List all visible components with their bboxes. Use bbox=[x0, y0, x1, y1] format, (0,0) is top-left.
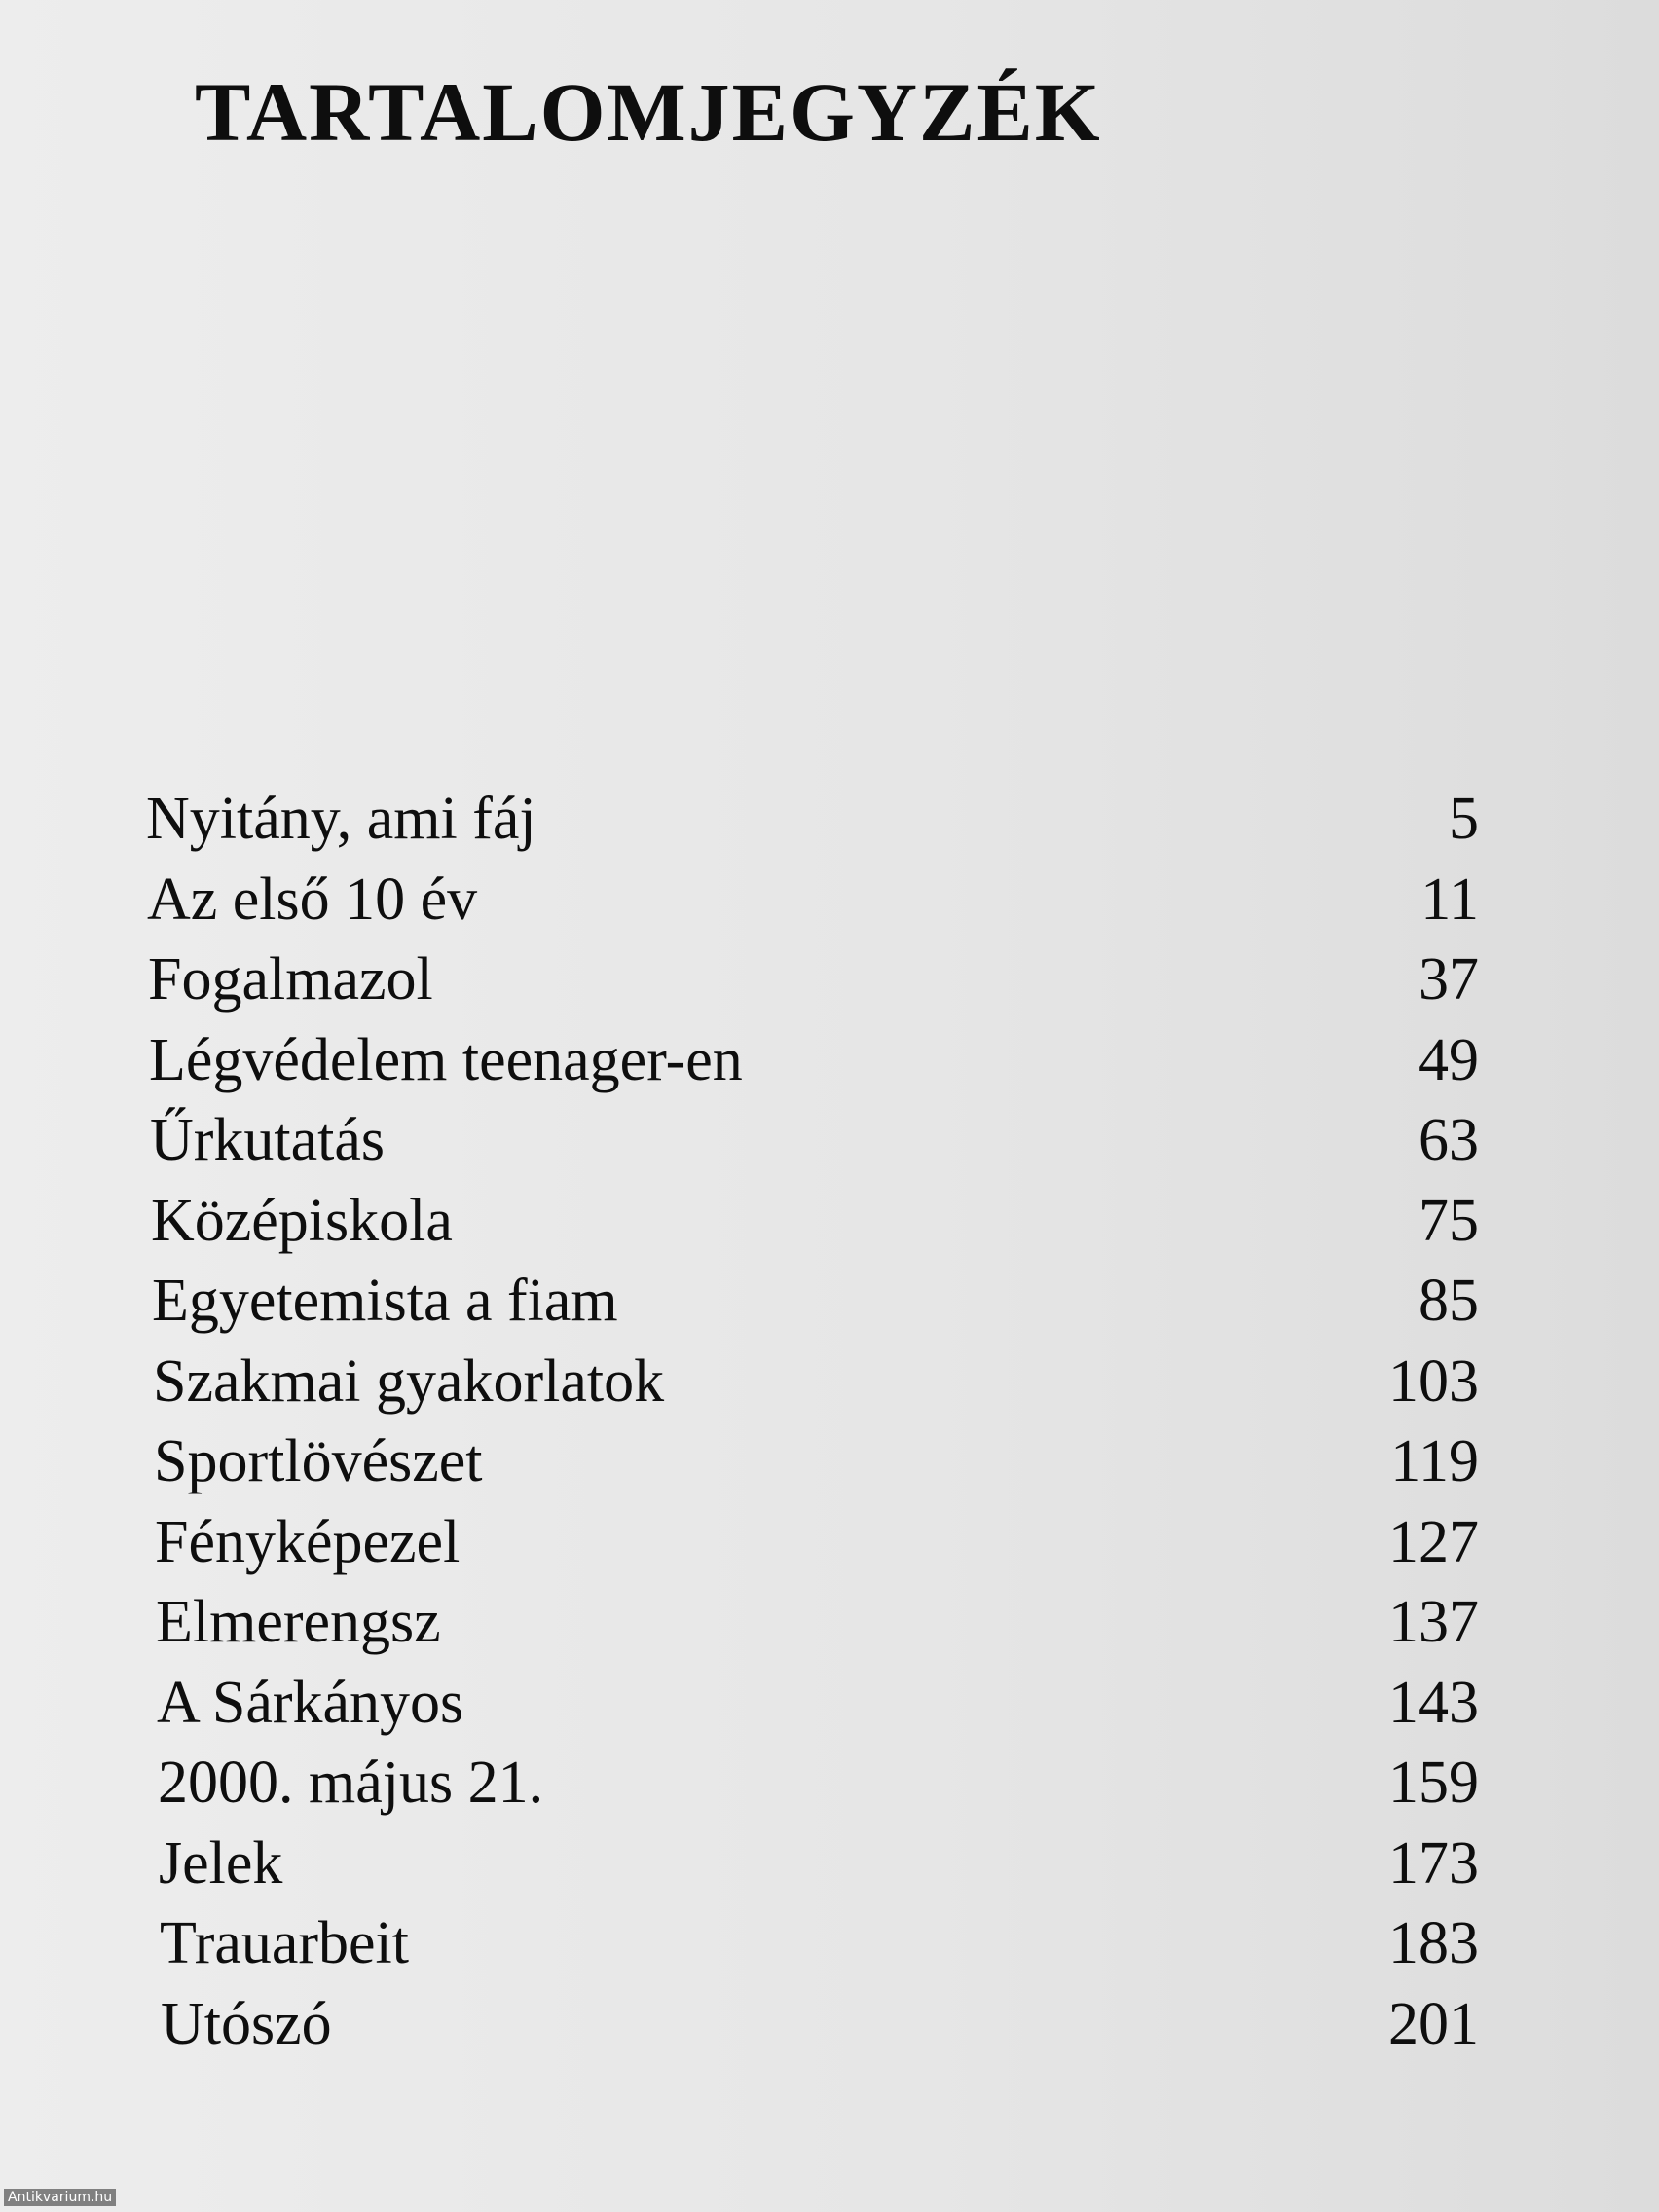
toc-entry-page: 119 bbox=[1390, 1428, 1479, 1494]
toc-entry bbox=[0, 1663, 1659, 1744]
toc-entry-page: 137 bbox=[1388, 1589, 1479, 1655]
toc-entry-title: Fényképezel bbox=[155, 1508, 461, 1575]
toc-entry-page: 173 bbox=[1388, 1829, 1479, 1897]
toc-entry bbox=[0, 940, 1659, 1020]
toc-entry bbox=[0, 1261, 1659, 1342]
toc-entry-title: Középiskola bbox=[151, 1187, 453, 1254]
toc-entry-page: 11 bbox=[1420, 866, 1479, 933]
toc-entry-title: Űrkutatás bbox=[150, 1107, 386, 1173]
toc-entry-page: 85 bbox=[1419, 1268, 1479, 1334]
toc-entry bbox=[0, 1502, 1659, 1583]
toc-entry bbox=[0, 1020, 1659, 1101]
toc-entry bbox=[0, 1903, 1659, 1984]
toc-entry-title: Egyetemista a fiam bbox=[152, 1268, 618, 1334]
toc-entry bbox=[0, 1342, 1659, 1422]
page-title: TARTALOMJEGYZÉK bbox=[195, 65, 1102, 159]
toc-entry-page: 63 bbox=[1419, 1107, 1479, 1173]
toc-entry bbox=[0, 1421, 1659, 1502]
toc-entry-title: A Sárkányos bbox=[157, 1669, 464, 1736]
table-of-contents bbox=[0, 779, 1659, 2064]
toc-entry-title: Utószó bbox=[161, 1990, 332, 2057]
toc-entry-title: 2000. május 21. bbox=[158, 1750, 544, 1816]
toc-entry bbox=[0, 779, 1659, 860]
toc-entry bbox=[0, 1824, 1659, 1904]
toc-entry bbox=[0, 1984, 1659, 2065]
toc-entry bbox=[0, 1582, 1659, 1663]
toc-entry-title: Nyitány, ami fáj bbox=[146, 786, 536, 852]
toc-entry bbox=[0, 860, 1659, 940]
toc-entry bbox=[0, 1743, 1659, 1824]
toc-entry-page: 201 bbox=[1388, 1990, 1479, 2057]
toc-entry-page: 37 bbox=[1419, 946, 1479, 1013]
toc-entry-page: 183 bbox=[1388, 1910, 1479, 1976]
toc-entry-title: Az első 10 év bbox=[147, 866, 478, 933]
toc-entry-title: Sportlövészet bbox=[154, 1428, 483, 1494]
watermark: Antikvarium.hu bbox=[4, 2189, 116, 2206]
toc-entry-page: 49 bbox=[1419, 1026, 1479, 1093]
toc-entry bbox=[0, 1181, 1659, 1262]
toc-entry-page: 143 bbox=[1388, 1669, 1479, 1736]
toc-entry-page: 159 bbox=[1388, 1750, 1479, 1816]
toc-entry-title: Légvédelem teenager-en bbox=[149, 1026, 743, 1093]
toc-entry-page: 75 bbox=[1419, 1187, 1479, 1254]
toc-entry-page: 103 bbox=[1388, 1347, 1479, 1415]
toc-entry-page: 5 bbox=[1449, 786, 1479, 852]
toc-entry-title: Trauarbeit bbox=[160, 1910, 409, 1976]
toc-entry-title: Fogalmazol bbox=[148, 946, 433, 1013]
toc-entry-title: Szakmai gyakorlatok bbox=[153, 1347, 665, 1415]
toc-entry bbox=[0, 1100, 1659, 1181]
toc-entry-title: Jelek bbox=[159, 1829, 283, 1897]
toc-entry-title: Elmerengsz bbox=[156, 1589, 441, 1655]
toc-entry-page: 127 bbox=[1388, 1508, 1479, 1575]
